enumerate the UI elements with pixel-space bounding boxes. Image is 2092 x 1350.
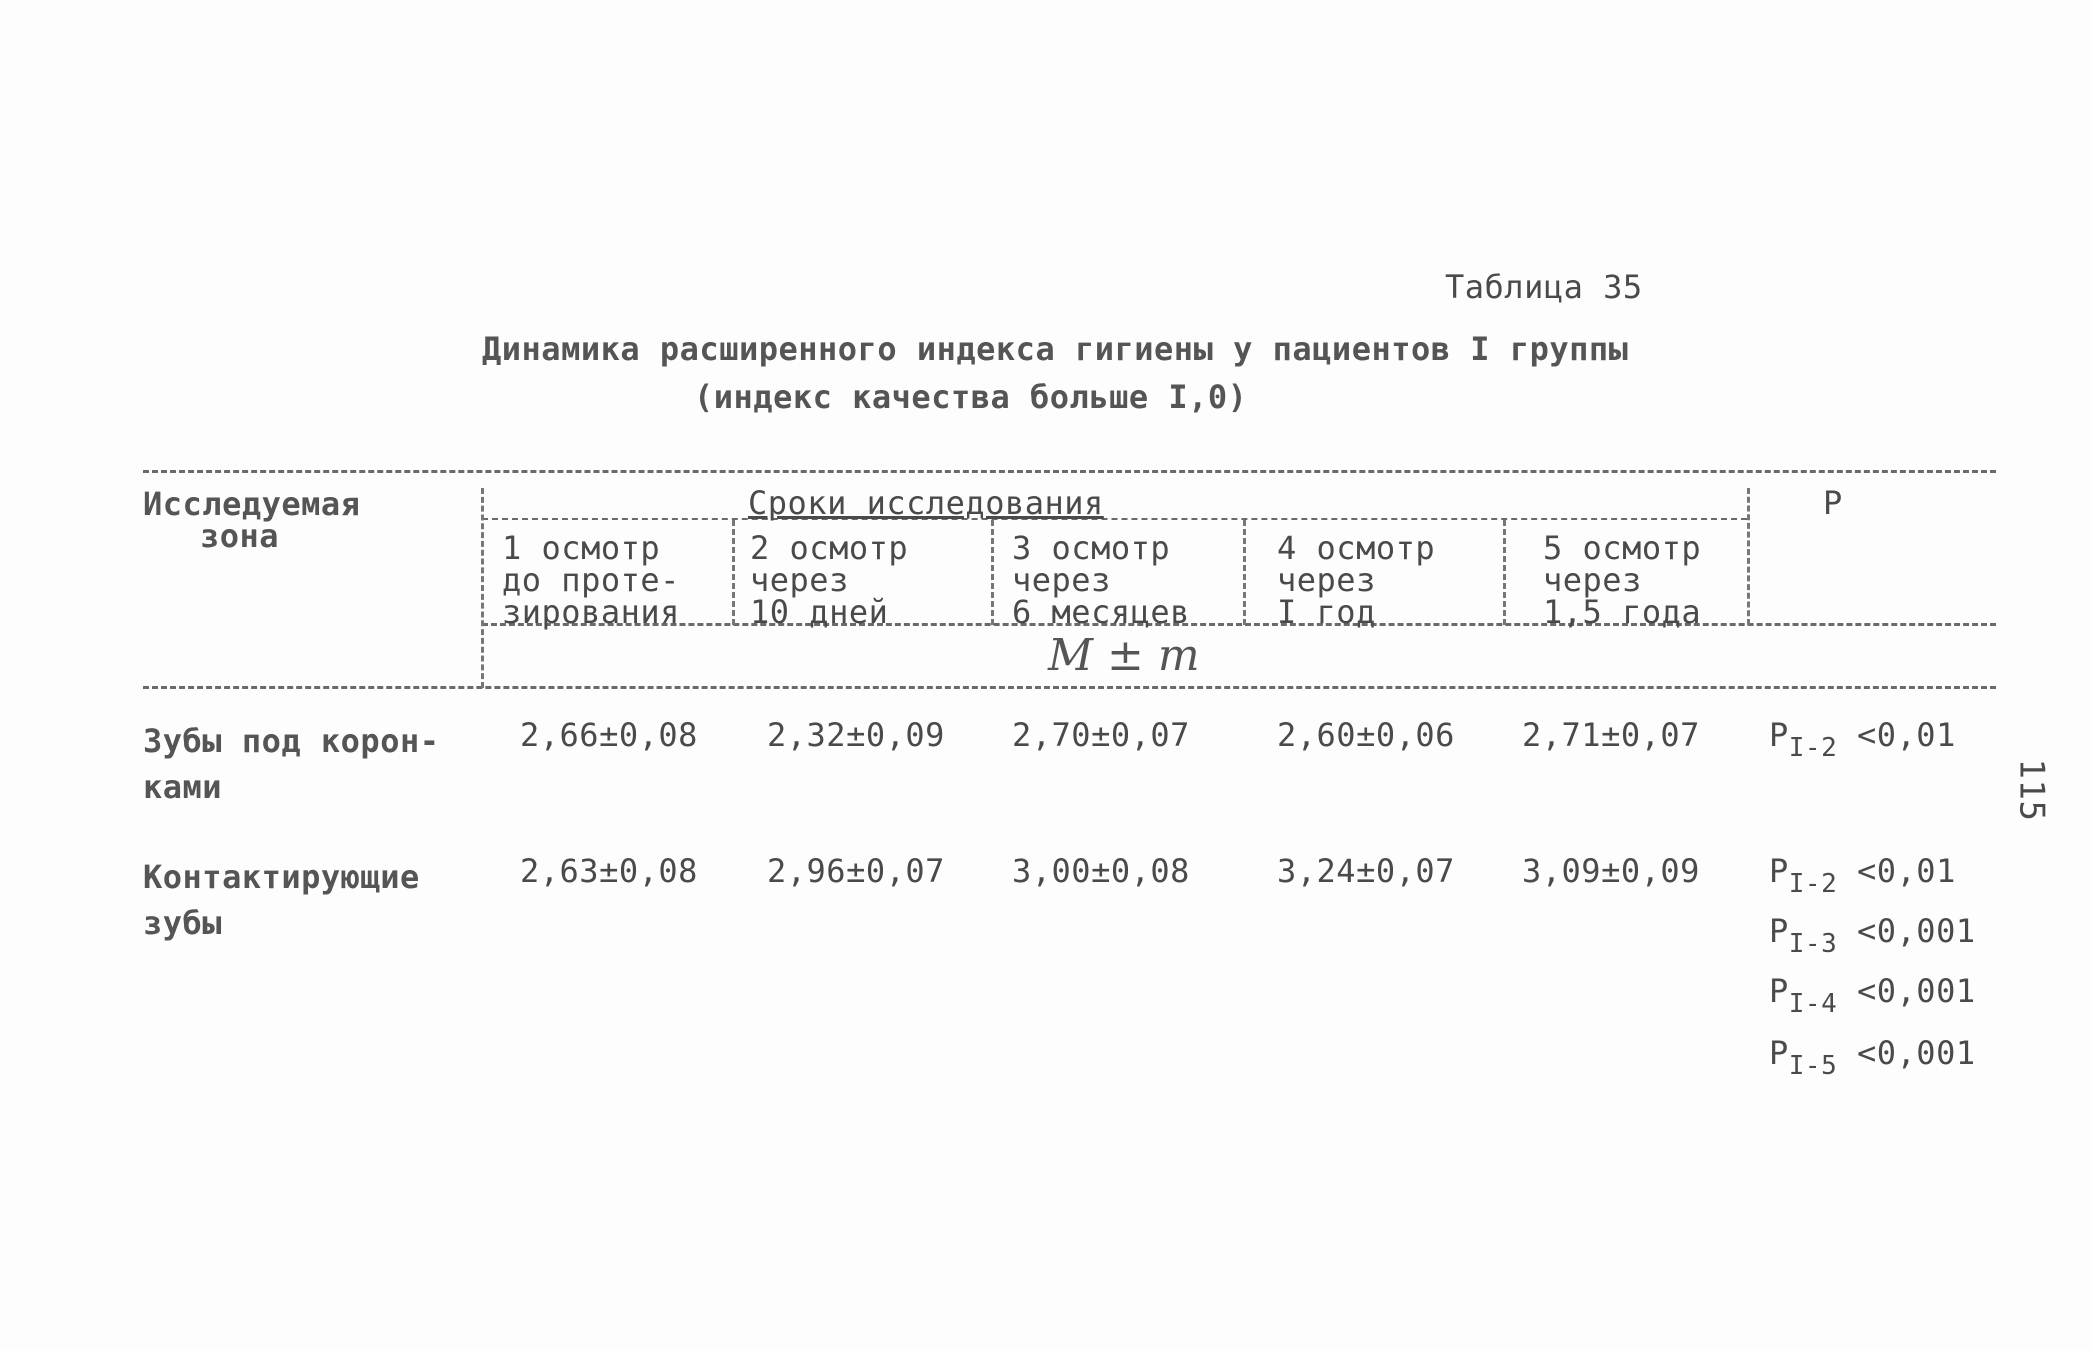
row-1-value-4: 2,60±0,06 — [1277, 716, 1455, 754]
p-value: <0,01 — [1857, 852, 1956, 890]
p-subscript: I-2 — [1788, 733, 1838, 763]
col-divider-4 — [1503, 520, 1506, 625]
header-columns-rule — [482, 623, 1996, 626]
column-header-5 — [1543, 529, 1702, 631]
periods-header: Сроки исследования — [748, 484, 1104, 522]
row-2-p-4 — [1769, 1034, 1976, 1081]
row-1-value-5: 2,71±0,07 — [1522, 716, 1700, 754]
p-subscript: I-3 — [1788, 929, 1838, 959]
row-1-value-3: 2,70±0,07 — [1012, 716, 1190, 754]
row-2-p-1 — [1769, 852, 1956, 899]
col-divider-3 — [1243, 520, 1246, 625]
zone-column-divider — [481, 488, 484, 688]
row-1-p-1 — [1769, 716, 1956, 763]
row-1-value-2: 2,32±0,09 — [767, 716, 945, 754]
col-divider-1 — [732, 520, 735, 625]
column-header-1-line1: 1 осмотр — [502, 529, 661, 567]
col-divider-2 — [991, 520, 994, 625]
p-column-divider — [1747, 488, 1750, 625]
p-label: P — [1769, 716, 1789, 754]
column-header-3-line2: через — [1012, 561, 1111, 599]
column-header-1-line3: зирования — [502, 593, 680, 631]
table-label: Таблица 35 — [1445, 268, 1643, 306]
row-2-value-4: 3,24±0,07 — [1277, 852, 1455, 890]
zone-header-line2: зона — [200, 517, 280, 555]
row-2-value-1: 2,63±0,08 — [520, 852, 698, 890]
column-header-4-line3: I год — [1277, 593, 1376, 631]
column-header-4-line2: через — [1277, 561, 1376, 599]
row-2-p-3 — [1769, 972, 1976, 1019]
p-value: <0,001 — [1857, 1034, 1976, 1072]
row-1-zone-line2: ками — [143, 768, 223, 806]
column-header-3 — [1012, 529, 1190, 631]
column-header-4-line1: 4 осмотр — [1277, 529, 1436, 567]
p-header: P — [1823, 484, 1843, 522]
column-header-2-line1: 2 осмотр — [750, 529, 909, 567]
row-2-value-2: 2,96±0,07 — [767, 852, 945, 890]
row-1-zone — [143, 718, 439, 810]
p-value: <0,001 — [1857, 912, 1976, 950]
column-header-5-line1: 5 осмотр — [1543, 529, 1702, 567]
p-value: <0,001 — [1857, 972, 1976, 1010]
column-header-2-line2: через — [750, 561, 849, 599]
p-label: P — [1769, 1034, 1789, 1072]
table-top-rule — [143, 470, 1996, 473]
row-2-value-5: 3,09±0,09 — [1522, 852, 1700, 890]
column-header-1-line2: до проте- — [502, 561, 680, 599]
row-1-value-1: 2,66±0,08 — [520, 716, 698, 754]
column-header-1 — [502, 529, 680, 631]
row-2-zone-line1: Контактирующие — [143, 858, 420, 896]
row-2-zone-line2: зубы — [143, 904, 223, 942]
p-subscript: I-4 — [1788, 989, 1838, 1019]
periods-rule — [482, 518, 1747, 520]
row-2-zone — [143, 854, 420, 946]
column-header-2-line3: 10 дней — [750, 593, 889, 631]
p-subscript: I-2 — [1788, 869, 1838, 899]
p-subscript: I-5 — [1788, 1051, 1838, 1081]
p-label: P — [1769, 912, 1789, 950]
mean-header: M ± m — [1048, 630, 1200, 681]
row-2-value-3: 3,00±0,08 — [1012, 852, 1190, 890]
zone-header-line1: Исследуемая — [143, 485, 361, 523]
p-value: <0,01 — [1857, 716, 1956, 754]
row-1-zone-line1: Зубы под корон- — [143, 722, 440, 760]
p-label: P — [1769, 852, 1789, 890]
p-label: P — [1769, 972, 1789, 1010]
row-2-p-2 — [1769, 912, 1976, 959]
column-header-3-line3: 6 месяцев — [1012, 593, 1190, 631]
page-number: 115 — [2011, 758, 2052, 822]
column-header-4 — [1277, 529, 1436, 631]
column-header-2 — [750, 529, 909, 631]
column-header-5-line2: через — [1543, 561, 1642, 599]
column-header-5-line3: 1,5 года — [1543, 593, 1702, 631]
table-subtitle: (индекс качества больше I,0) — [694, 378, 1248, 416]
column-header-3-line1: 3 осмотр — [1012, 529, 1171, 567]
table-title: Динамика расширенного индекса гигиены у пациентов I группы — [482, 330, 1629, 368]
zone-header — [143, 485, 361, 555]
header-bottom-rule — [143, 686, 1996, 689]
